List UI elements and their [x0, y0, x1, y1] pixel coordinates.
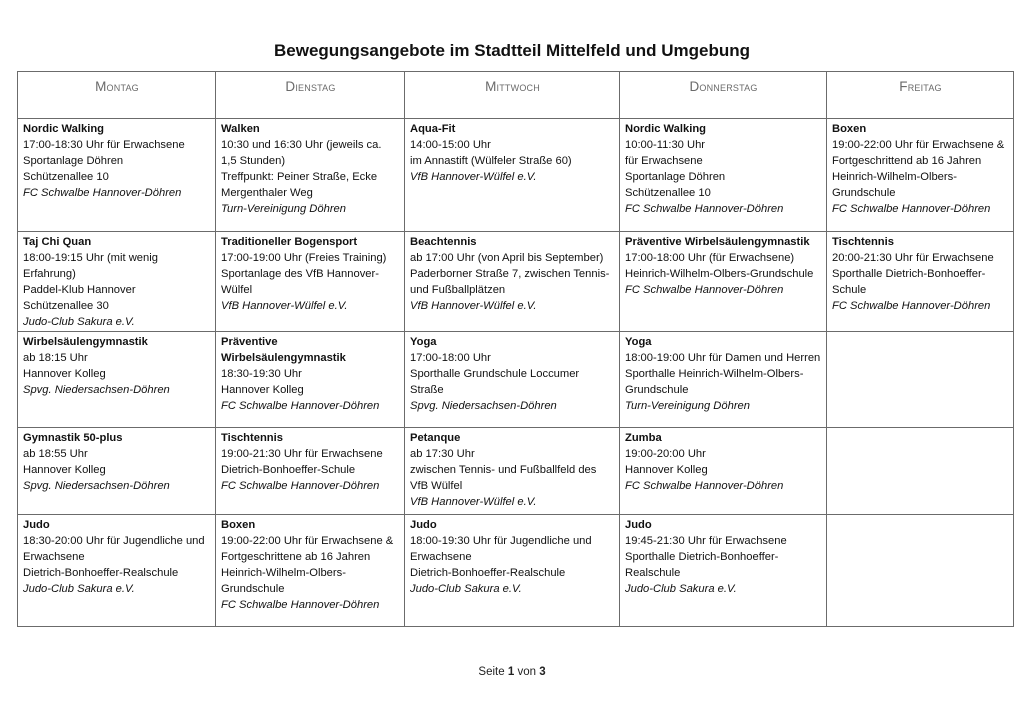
schedule-row: [18, 119, 1014, 232]
activity-entry: [625, 515, 822, 597]
activity-name: Beachtennis: [410, 236, 477, 248]
activity-entry: [625, 428, 822, 494]
schedule-row: [18, 331, 1014, 427]
activity-detail: 19:00-22:00 Uhr für Erwachsene & Fortgeschrittend ab 16 Jahren: [832, 139, 1005, 168]
activity-entry: [23, 232, 211, 331]
activity-detail: 18:00-19:00 Uhr für Damen und Herren: [625, 351, 821, 364]
activity-cell: [405, 119, 620, 232]
activity-name: Yoga: [625, 335, 652, 348]
activity-detail: Sportanlage des VfB Hannover-Wülfel: [221, 268, 379, 297]
activity-detail: Dietrich-Bonhoeffer-Schule: [221, 463, 356, 476]
activity-entry: [832, 232, 1009, 314]
activity-detail: 17:00-19:00 Uhr (Freies Training): [221, 252, 387, 265]
activity-cell: [620, 331, 827, 427]
activity-cell: [216, 427, 405, 514]
club-name: Judo-Club Sakura e.V.: [410, 582, 522, 595]
activity-detail: 18:30-20:00 Uhr für Jugendliche und Erwachsene: [23, 534, 205, 563]
club-name: Turn-Vereinigung Döhren: [625, 399, 750, 412]
activity-entry: [23, 515, 211, 597]
day-header-dienstag: Dienstag: [216, 72, 405, 119]
activity-detail: 18:30-19:30 Uhr: [221, 367, 302, 380]
activity-cell: [405, 427, 620, 514]
activity-name: Nordic Walking: [23, 123, 105, 135]
activity-entry: [221, 232, 400, 314]
activity-entry: [221, 332, 400, 414]
activity-entry: [625, 332, 822, 414]
activity-detail: Sporthalle Grundschule Loccumer Straße: [410, 367, 580, 396]
club-name: VfB Hannover-Wülfel e.V.: [221, 300, 348, 313]
activity-detail: 10:00-11:30 Uhr: [625, 139, 706, 152]
activity-detail: Heinrich-Wilhelm-Olbers-Grundschule: [221, 566, 346, 595]
schedule-row: [18, 427, 1014, 514]
activity-entry: [625, 119, 822, 218]
activity-detail: ab 18:15 Uhr: [23, 351, 88, 364]
activity-name: Zumba: [625, 431, 662, 444]
activity-entry: [625, 232, 822, 298]
club-name: Spvg. Niedersachsen-Döhren: [23, 479, 170, 492]
activity-detail: 10:30 und 16:30 Uhr (jeweils ca. 1,5 Stunden): [221, 139, 382, 168]
activity-entry: [221, 119, 400, 218]
activity-entry: [410, 428, 615, 510]
activity-detail: zwischen Tennis- und Fußballfeld des VfB Wülfel: [410, 463, 597, 492]
activity-detail: Hannover Kolleg: [625, 463, 708, 476]
activity-detail: 14:00-15:00 Uhr: [410, 139, 491, 152]
club-name: FC Schwalbe Hannover-Döhren: [832, 203, 991, 216]
activity-entry: [221, 428, 400, 494]
activity-detail: Paderborner Straße 7, zwischen Tennis- und Fußballplätzen: [410, 268, 610, 297]
activity-detail: ab 17:30 Uhr: [410, 447, 475, 460]
activity-cell: [827, 119, 1014, 232]
activity-name: Aqua-Fit: [410, 123, 456, 135]
activity-cell: [405, 331, 620, 427]
club-name: Spvg. Niedersachsen-Döhren: [410, 399, 557, 412]
activity-detail: 18:00-19:30 Uhr für Jugendliche und Erwachsene: [410, 534, 592, 563]
schedule-row: [18, 232, 1014, 332]
activity-name: Taj Chi Quan: [23, 236, 92, 248]
activity-detail: Hannover Kolleg: [23, 463, 106, 476]
activity-cell: [620, 514, 827, 626]
activity-detail: Schützenallee 30: [23, 300, 109, 313]
day-header-freitag: Freitag: [827, 72, 1014, 119]
activity-detail: 17:00-18:30 Uhr für Erwachsene: [23, 139, 185, 152]
activity-cell: [18, 514, 216, 626]
activity-name: Judo: [410, 518, 437, 531]
empty-cell: [827, 427, 1014, 514]
activity-detail: Heinrich-Wilhelm-Olbers-Grundschule: [832, 171, 957, 200]
day-header-montag: Montag: [18, 72, 216, 119]
schedule-row: [18, 514, 1014, 626]
activity-cell: [216, 119, 405, 232]
activity-cell: [620, 232, 827, 332]
activity-detail: Treffpunkt: Peiner Straße, Ecke Mergenthaler Weg: [221, 171, 378, 200]
club-name: Judo-Club Sakura e.V.: [625, 582, 737, 595]
page-footer: [0, 666, 1024, 678]
club-name: Spvg. Niedersachsen-Döhren: [23, 383, 170, 396]
activity-detail: ab 17:00 Uhr (von April bis September): [410, 252, 604, 265]
activity-name: Nordic Walking: [625, 123, 707, 135]
activity-detail: 19:45-21:30 Uhr für Erwachsene: [625, 534, 787, 547]
activity-detail: Sportanlage Döhren: [23, 155, 124, 168]
document-title: Bewegungsangebote im Stadtteil Mittelfeld und Umgebung: [273, 41, 750, 60]
day-header-mittwoch: Mittwoch: [405, 72, 620, 119]
activity-name: Walken: [221, 123, 260, 135]
club-name: VfB Hannover-Wülfel e.V.: [410, 300, 537, 313]
activity-cell: [18, 232, 216, 332]
activity-detail: Sporthalle Heinrich-Wilhelm-Olbers-Grundschule: [625, 367, 804, 396]
club-name: FC Schwalbe Hannover-Döhren: [625, 284, 784, 297]
club-name: Turn-Vereinigung Döhren: [221, 203, 346, 216]
club-name: VfB Hannover-Wülfel e.V.: [410, 495, 537, 508]
current-page-number: 1: [507, 666, 515, 678]
activity-detail: Paddel-Klub Hannover: [23, 284, 136, 297]
activity-name: Tischtennis: [221, 431, 283, 444]
activity-cell: [620, 427, 827, 514]
activity-name: Boxen: [832, 123, 867, 135]
activity-cell: [216, 514, 405, 626]
activity-detail: 19:00-21:30 Uhr für Erwachsene: [221, 447, 383, 460]
activity-detail: 18:00-19:15 Uhr (mit wenig Erfahrung): [23, 252, 158, 281]
activity-entry: [23, 428, 211, 494]
activity-cell: [405, 514, 620, 626]
schedule-table: [17, 71, 1014, 627]
activity-cell: [18, 427, 216, 514]
empty-cell: [827, 514, 1014, 626]
activity-name: Gymnastik 50-plus: [23, 431, 123, 444]
activity-entry: [23, 119, 211, 201]
club-name: Judo-Club Sakura e.V.: [23, 316, 135, 329]
activity-detail: Hannover Kolleg: [221, 383, 304, 396]
activity-detail: Schützenallee 10: [23, 171, 109, 184]
activity-cell: [216, 331, 405, 427]
activity-name: Tischtennis: [832, 236, 894, 248]
club-name: FC Schwalbe Hannover-Döhren: [625, 203, 784, 216]
activity-detail: im Annastift (Wülfeler Straße 60): [410, 155, 572, 168]
activity-detail: Hannover Kolleg: [23, 367, 106, 380]
club-name: FC Schwalbe Hannover-Döhren: [832, 300, 991, 313]
activity-entry: [410, 119, 615, 185]
activity-name: Judo: [23, 518, 50, 531]
activity-cell: [827, 232, 1014, 332]
activity-detail: Dietrich-Bonhoeffer-Realschule: [23, 566, 179, 579]
total-page-count: 3: [539, 666, 546, 678]
schedule-body: [18, 119, 1014, 627]
activity-detail: 17:00-18:00 Uhr (für Erwachsene): [625, 252, 795, 265]
activity-cell: [18, 119, 216, 232]
activity-detail: Sporthalle Dietrich-Bonhoeffer-Schule: [832, 268, 986, 297]
activity-detail: ab 18:55 Uhr: [23, 447, 88, 460]
day-header-donnerstag: Donnerstag: [620, 72, 827, 119]
activity-entry: [832, 119, 1009, 218]
activity-name: Traditioneller Bogensport: [221, 236, 358, 248]
activity-detail: 19:00-22:00 Uhr für Erwachsene & Fortgeschrittene ab 16 Jahren: [221, 534, 394, 563]
activity-entry: [221, 515, 400, 614]
activity-entry: [23, 332, 211, 398]
activity-name: Petanque: [410, 431, 461, 444]
club-name: FC Schwalbe Hannover-Döhren: [221, 399, 380, 412]
activity-cell: [620, 119, 827, 232]
club-name: VfB Hannover-Wülfel e.V.: [410, 171, 537, 184]
activity-name: Boxen: [221, 518, 256, 531]
activity-detail: für Erwachsene: [625, 155, 703, 168]
club-name: Judo-Club Sakura e.V.: [23, 582, 135, 595]
activity-entry: [410, 515, 615, 597]
activity-name: Wirbelsäulengymnastik: [23, 335, 148, 348]
activity-name: Präventive Wirbelsäulengymnastik: [625, 236, 810, 248]
activity-entry: [410, 232, 615, 314]
activity-detail: 20:00-21:30 Uhr für Erwachsene: [832, 252, 994, 265]
footer-middle: von: [517, 666, 536, 678]
footer-prefix: Seite: [478, 666, 505, 678]
activity-name: Präventive Wirbelsäulengymnastik: [221, 335, 346, 364]
activity-detail: Sporthalle Dietrich-Bonhoeffer-Realschule: [625, 550, 779, 579]
club-name: FC Schwalbe Hannover-Döhren: [23, 187, 182, 200]
activity-cell: [18, 331, 216, 427]
club-name: FC Schwalbe Hannover-Döhren: [625, 479, 784, 492]
club-name: FC Schwalbe Hannover-Döhren: [221, 479, 380, 492]
activity-detail: Sportanlage Döhren: [625, 171, 726, 184]
activity-detail: Dietrich-Bonhoeffer-Realschule: [410, 566, 566, 579]
empty-cell: [827, 331, 1014, 427]
activity-detail: 19:00-20:00 Uhr: [625, 447, 706, 460]
header-row: [18, 72, 1014, 119]
activity-entry: [410, 332, 615, 414]
activity-name: Judo: [625, 518, 652, 531]
activity-detail: Schützenallee 10: [625, 187, 711, 200]
activity-cell: [216, 232, 405, 332]
activity-detail: Heinrich-Wilhelm-Olbers-Grundschule: [625, 268, 814, 281]
activity-detail: 17:00-18:00 Uhr: [410, 351, 491, 364]
club-name: FC Schwalbe Hannover-Döhren: [221, 599, 380, 612]
activity-name: Yoga: [410, 335, 437, 348]
activity-cell: [405, 232, 620, 332]
